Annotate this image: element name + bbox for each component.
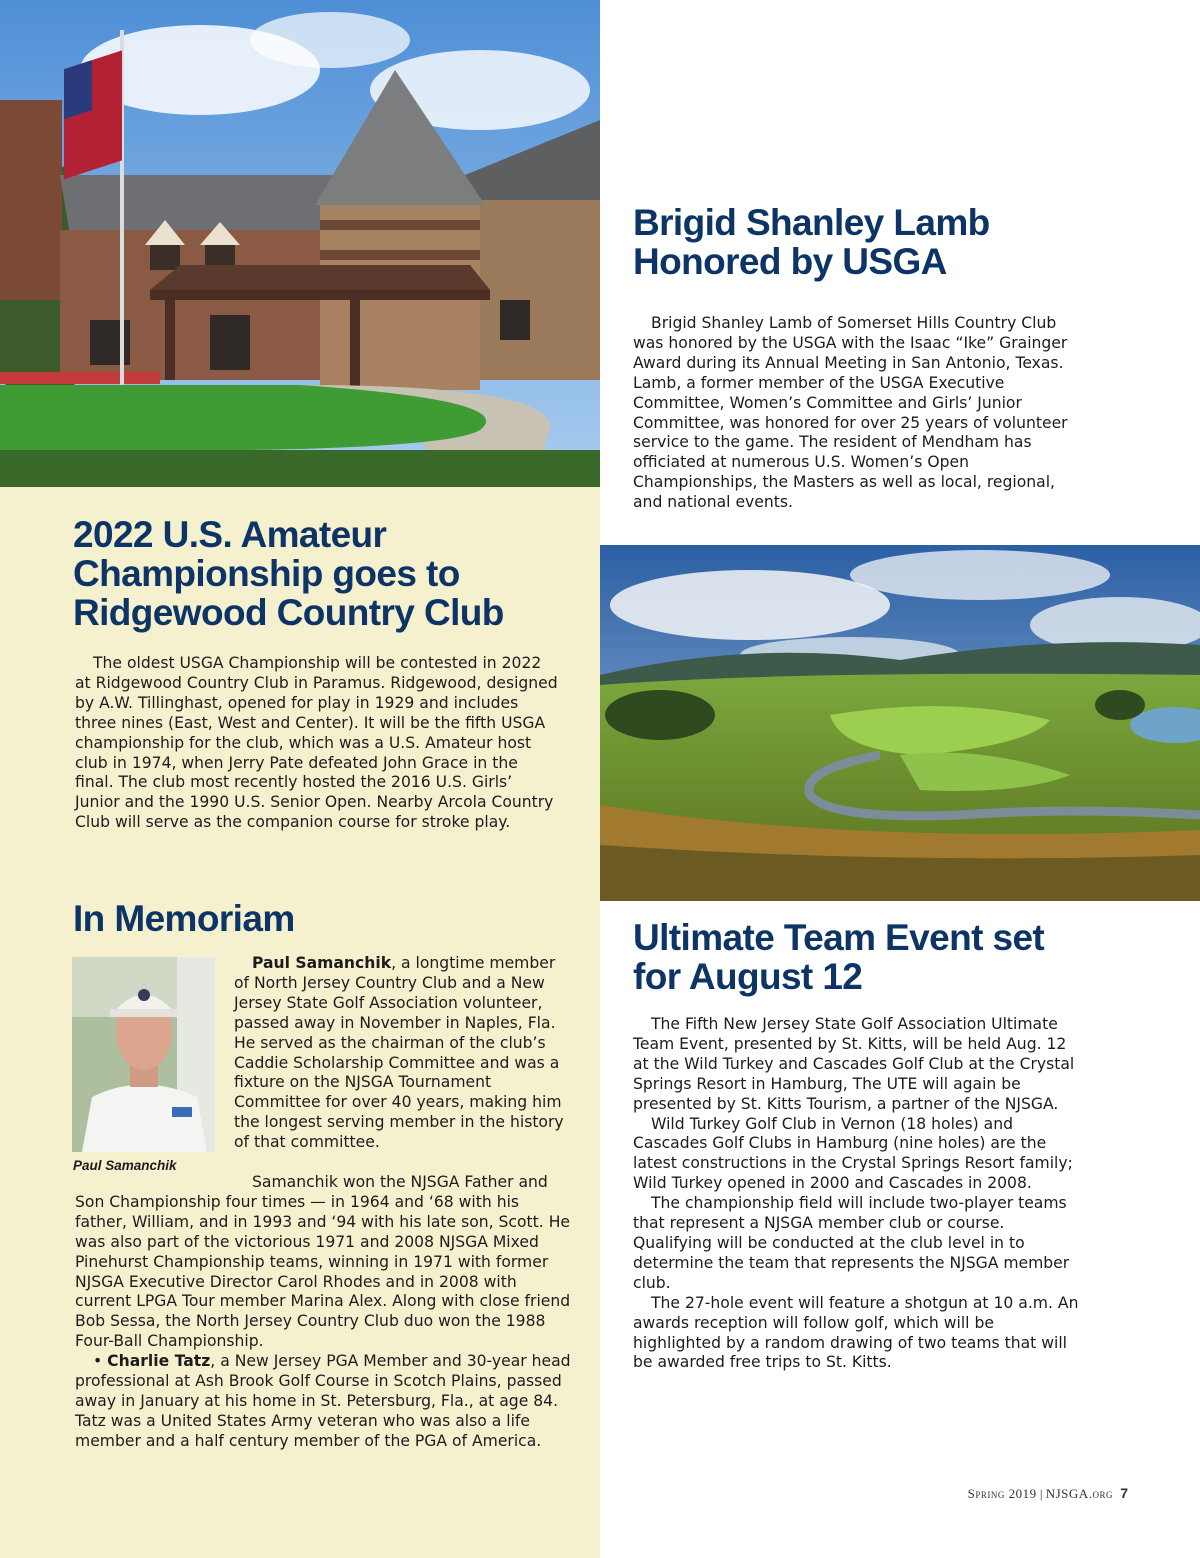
memoriam-paragraph-1 bbox=[234, 954, 574, 1153]
memoriam-headline: In Memoriam bbox=[73, 898, 295, 939]
footer-site: NJSGA.org bbox=[1045, 1486, 1113, 1501]
amateur-body bbox=[75, 654, 560, 833]
samanchik-name: Paul Samanchik bbox=[252, 954, 392, 972]
memoriam-paragraph-2: Samanchik won the NJSGA Father and Son Championship four times — in 1964 and ‘68 with his father, William, and in 1993 and ‘94 with his late son, Scott. He was also part of the victorious 1971 and 2008 NJSGA Mixed Pinehurst Championship teams, winning in 1971 with former NJSGA Executive Director Carol Rhodes and in 2008 with current LPGA Tour member Marina Alex. Along with close friend Bob Sessa, the North Jersey Country Club duo won the 1988 Four-Ball Championship. bbox=[75, 1173, 571, 1351]
footer-separator: | bbox=[1039, 1486, 1043, 1501]
lamb-paragraph: Brigid Shanley Lamb of Somerset Hills Country Club was honored by the USGA with the Isaac “Ike” Grainger Award during its Annual Meeting in San Antonio, Texas. Lamb, a former member of the USGA Executive Committee, Women’s Committee and Girls’ Junior Committee, was honored for over 25 years of volunteer service to the game. The resident of Mendham has officiated at numerous U.S. Women’s Open Championships, the Masters as well as local, regional, and national events. bbox=[633, 314, 1068, 512]
memoriam-paragraph-3: • Charlie Tatz, a New Jersey PGA Member and 30-year head professional at Ash Brook Golf Course in Scotch Plains, passed away in January at his home in St. Petersburg, Fla., at age 84. Tatz was a United States Army veteran who was also a life member and a half century member of the PGA of America. bbox=[75, 1352, 571, 1450]
samanchik-text: , a longtime member of North Jersey Country Club and a New Jersey State Golf Association volunteer, passed away in November in Naples, Fla. He served as the chairman of the club’s Caddie Scholarship Committee and was a fixture on the NJSGA Tournament Committee for over 40 years, making him the longest serving member in the history of that committee. bbox=[234, 954, 564, 1152]
amateur-headline: 2022 U.S. Amateur Championship goes to Ridgewood Country Club bbox=[73, 514, 504, 633]
ute-paragraph-1: The Fifth New Jersey State Golf Association Ultimate Team Event, presented by St. Kitts, will be held Aug. 12 at the Wild Turkey and Cascades Golf Club at the Crystal Springs Resort in Hamburg, The UTE will again be presented by St. Kitts Tourism, a partner of the NJSGA. bbox=[633, 1015, 1075, 1113]
ute-paragraph-4: The 27-hole event will feature a shotgun at 10 a.m. An awards reception will follow golf, which will be highlighted by a random drawing of two teams that will be awarded free trips to St. Kitts. bbox=[633, 1293, 1079, 1372]
memoriam-body-top bbox=[234, 954, 574, 1153]
lamb-headline: Brigid Shanley Lamb Honored by USGA bbox=[633, 202, 990, 282]
ute-body bbox=[633, 1015, 1083, 1373]
tatz-text: , a New Jersey PGA Member and 30-year head professional at Ash Brook Golf Course in Scotch Plains, passed away in January at his home in St. Petersburg, Fla., at age 84. Tatz was a United States Army veteran who was also a life member and a half century member of the PGA of America. bbox=[75, 1352, 571, 1450]
golf-course-photo bbox=[600, 545, 1200, 901]
memoriam-body-wrap bbox=[75, 1173, 575, 1452]
ute-headline: Ultimate Team Event set for August 12 bbox=[633, 917, 1045, 997]
ute-paragraph-3: The championship field will include two-player teams that represent a NJSGA member club or course. Qualifying will be conducted at the club level in to determine the team that represents the NJSGA member club. bbox=[633, 1194, 1070, 1292]
samanchik-portrait bbox=[72, 957, 215, 1152]
tatz-name: Charlie Tatz bbox=[107, 1352, 211, 1371]
amateur-paragraph: The oldest USGA Championship will be contested in 2022 at Ridgewood Country Club in Paramus. Ridgewood, designed by A.W. Tillinghast, opened for play in 1929 and includes three nines (East, West and Center). It will be the fifth USGA championship for the club, which was a U.S. Amateur host club in 1974, when Jerry Pate defeated John Grace in the final. The club most recently hosted the 2016 U.S. Girls’ Junior and the 1990 U.S. Senior Open. Nearby Arcola Country Club will serve as the companion course for stroke play. bbox=[75, 654, 558, 832]
lamb-body bbox=[633, 314, 1083, 513]
portrait-caption: Paul Samanchik bbox=[73, 1158, 177, 1173]
ute-paragraph-2: Wild Turkey Golf Club in Vernon (18 holes) and Cascades Golf Clubs in Hamburg (nine holes) are the latest constructions in the Crystal Springs Resort family; Wild Turkey opened in 2000 and Cascades in 2008. bbox=[633, 1114, 1073, 1193]
footer-issue: Spring 2019 bbox=[967, 1486, 1037, 1501]
page-footer bbox=[968, 1485, 1128, 1502]
clubhouse-photo bbox=[0, 0, 600, 487]
page-number: 7 bbox=[1120, 1485, 1128, 1501]
